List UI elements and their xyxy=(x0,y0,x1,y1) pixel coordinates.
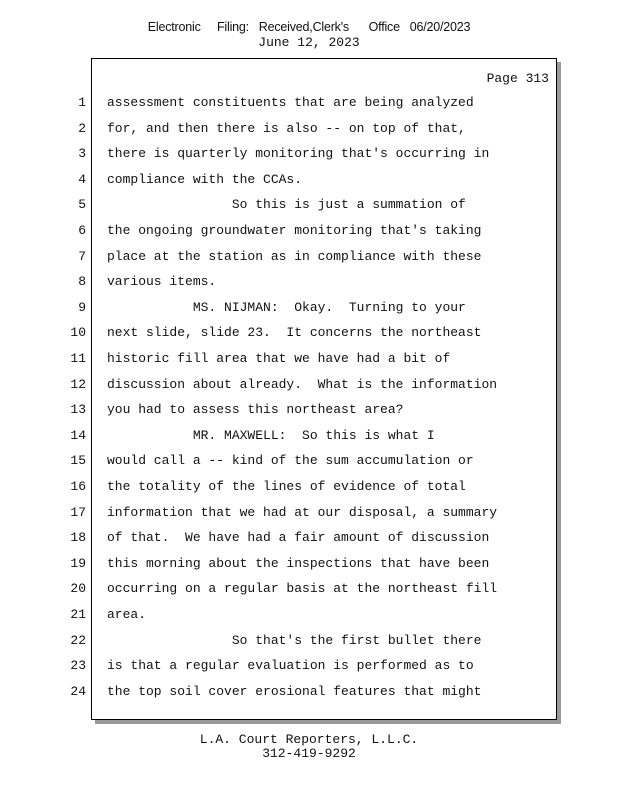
line-text: So this is just a summation of xyxy=(107,197,466,212)
line-number: 21 xyxy=(70,607,86,622)
line-number: 19 xyxy=(70,556,86,571)
line-text: place at the station as in compliance with these xyxy=(107,249,482,264)
line-text: discussion about already. What is the information xyxy=(107,377,498,392)
page-number: Page 313 xyxy=(486,71,549,86)
line-text: for, and then there is also -- on top of that, xyxy=(107,121,466,136)
line-text: this morning about the inspections that have been xyxy=(107,556,490,571)
line-number: 16 xyxy=(70,479,86,494)
filing-stamp-word: Office xyxy=(368,20,400,34)
line-number: 3 xyxy=(78,146,86,161)
line-text: would call a -- kind of the sum accumulation or xyxy=(107,453,474,468)
footer xyxy=(0,733,618,761)
line-number: 24 xyxy=(70,684,86,699)
line-text: next slide, slide 23. It concerns the northeast xyxy=(107,325,482,340)
line-number: 9 xyxy=(78,300,86,315)
line-number: 18 xyxy=(70,530,86,545)
line-number: 2 xyxy=(78,121,86,136)
filing-stamp-word: Received,Clerk's xyxy=(258,20,349,34)
line-text: the top soil cover erosional features that might xyxy=(107,684,482,699)
filing-stamp-date: 06/20/2023 xyxy=(409,20,471,34)
line-text: is that a regular evaluation is performed as to xyxy=(107,658,474,673)
footer-company: L.A. Court Reporters, L.L.C. xyxy=(199,732,419,747)
line-text: So that's the first bullet there xyxy=(107,633,482,648)
line-number: 6 xyxy=(78,223,86,238)
line-number: 4 xyxy=(78,172,86,187)
line-number: 11 xyxy=(70,351,86,366)
line-number: 10 xyxy=(70,325,86,340)
line-number: 23 xyxy=(70,658,86,673)
line-text: there is quarterly monitoring that's occurring in xyxy=(107,146,490,161)
line-text: area. xyxy=(107,607,147,622)
line-text: compliance with the CCAs. xyxy=(107,172,303,187)
footer-phone: 312-419-9292 xyxy=(262,746,356,761)
line-text: MS. NIJMAN: Okay. Turning to your xyxy=(107,300,466,315)
line-number: 5 xyxy=(78,197,86,212)
line-number: 17 xyxy=(70,505,86,520)
line-number: 15 xyxy=(70,453,86,468)
line-text: of that. We have had a fair amount of discussion xyxy=(107,530,490,545)
line-number: 1 xyxy=(78,95,86,110)
line-text: various items. xyxy=(107,274,217,289)
line-text: historic fill area that we have had a bit of xyxy=(107,351,451,366)
line-text: the totality of the lines of evidence of total xyxy=(107,479,466,494)
line-number: 20 xyxy=(70,581,86,596)
filing-stamp-word: Filing: xyxy=(217,20,249,34)
line-text: you had to assess this northeast area? xyxy=(107,402,404,417)
transcript-date: June 12, 2023 xyxy=(258,35,360,50)
line-text: occurring on a regular basis at the northeast fill xyxy=(107,581,498,596)
line-number: 13 xyxy=(70,402,86,417)
line-number: 12 xyxy=(70,377,86,392)
line-text: information that we had at our disposal, a summary xyxy=(107,505,498,520)
line-text: MR. MAXWELL: So this is what I xyxy=(107,428,435,443)
line-number: 7 xyxy=(78,249,86,264)
line-number: 14 xyxy=(70,428,86,443)
line-text: assessment constituents that are being analyzed xyxy=(107,95,474,110)
line-number: 22 xyxy=(70,633,86,648)
line-number: 8 xyxy=(78,274,86,289)
filing-stamp-word: Electronic xyxy=(147,20,201,34)
line-text: the ongoing groundwater monitoring that's taking xyxy=(107,223,482,238)
